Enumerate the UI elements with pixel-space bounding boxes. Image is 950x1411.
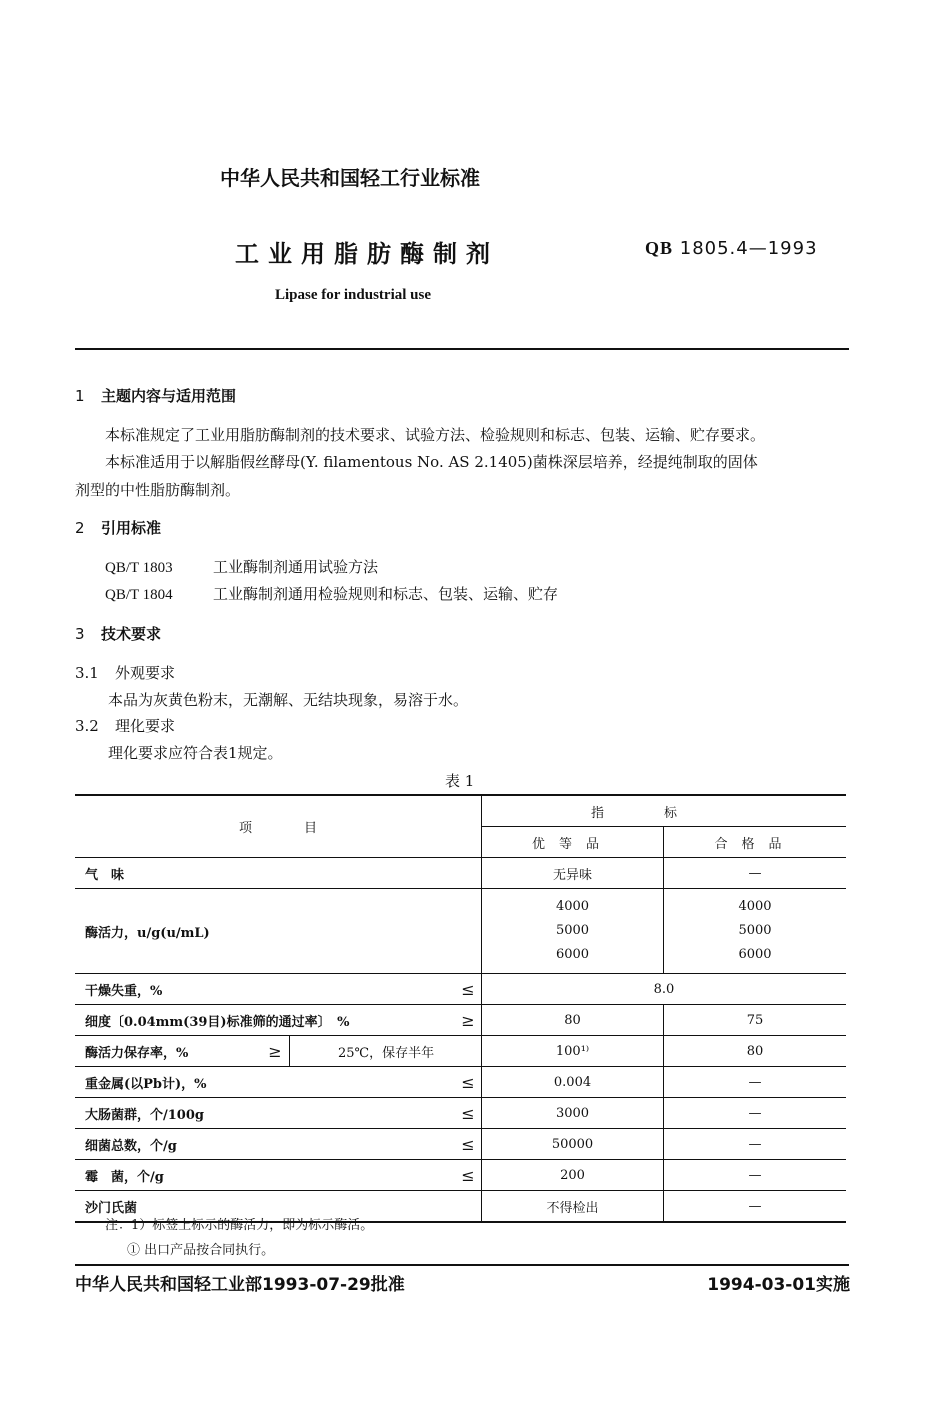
- section-1-paragraph-2: 本标准适用于以解脂假丝酵母(Y. filamentous No. AS 2.1405)菌株深层培养，经提纯制取的固体: [105, 453, 758, 471]
- reference-name: 工业酶制剂通用检验规则和标志、包装、运输、贮存: [213, 585, 559, 603]
- english-title: Lipase for industrial use: [275, 287, 431, 303]
- header-item: 项 目: [75, 795, 482, 858]
- subsection-3-1-text: 本品为灰黄色粉末，无潮解、无结块现象，易溶于水。: [108, 691, 469, 709]
- table-row: [75, 1160, 846, 1191]
- header-grade-a: 优等品: [482, 827, 664, 858]
- grade-a-value: 100¹⁾: [482, 1036, 664, 1067]
- comparison-symbol: ≤: [461, 1072, 475, 1092]
- table-row: [75, 1067, 846, 1098]
- grade-a-value: 0.004: [482, 1067, 664, 1098]
- grade-b-value: 4000: [738, 899, 772, 914]
- grade-a-value: 不得检出: [482, 1191, 664, 1223]
- header-divider: [75, 348, 849, 350]
- section-number: 2: [75, 519, 85, 537]
- merged-value: 8.0: [482, 974, 847, 1005]
- header-grade-b: 合格品: [664, 827, 847, 858]
- grade-b-value: 6000: [738, 947, 772, 962]
- comparison-symbol: ≤: [461, 1165, 475, 1185]
- comparison-symbol: ≤: [461, 1134, 475, 1154]
- grade-b-value: —: [664, 1129, 847, 1160]
- header-index: 指标: [482, 795, 847, 827]
- reference-item: [105, 583, 558, 604]
- grade-a-values: [482, 889, 664, 974]
- comparison-symbol: ≤: [461, 979, 475, 999]
- section-1-heading: [75, 385, 236, 406]
- row-label: 酶活力保存率，%: [85, 1045, 189, 1061]
- comparison-symbol: ≥: [261, 1036, 290, 1066]
- table-row: [75, 1036, 846, 1067]
- section-number: 1: [75, 387, 85, 405]
- row-label: 沙门氏菌: [85, 1200, 138, 1216]
- row-label: 干燥失重，%: [85, 983, 163, 999]
- table-row: [75, 974, 846, 1005]
- subsection-number: 3.2: [75, 717, 99, 735]
- section-title: 引用标准: [101, 519, 162, 537]
- grade-b-value: 80: [664, 1036, 847, 1067]
- section-3-heading: [75, 623, 161, 644]
- standard-code: [645, 238, 818, 259]
- reference-code: QB/T 1803: [105, 560, 173, 576]
- subsection-3-1-heading: [75, 662, 175, 683]
- reference-name: 工业酶制剂通用试验方法: [213, 558, 379, 576]
- grade-b-value: —: [664, 1098, 847, 1129]
- subsection-3-2-heading: [75, 715, 175, 736]
- grade-b-value: —: [664, 858, 847, 889]
- comparison-symbol: ≤: [461, 1103, 475, 1123]
- grade-a-value: 6000: [555, 947, 590, 962]
- table-row: [75, 1005, 846, 1036]
- subsection-title: 理化要求: [115, 717, 176, 735]
- grade-a-value: 4000: [555, 899, 590, 914]
- document-title: 工业用脂肪酶制剂: [235, 240, 499, 268]
- grade-a-value: 50000: [482, 1129, 664, 1160]
- row-label: 大肠菌群，个/100g: [85, 1107, 204, 1123]
- table-note-2: ① 出口产品按合同执行。: [127, 1243, 275, 1258]
- reference-code: QB/T 1804: [105, 587, 173, 603]
- subsection-3-2-text: 理化要求应符合表1规定。: [108, 744, 283, 762]
- approval-line: 中华人民共和国轻工业部1993-07-29批准: [75, 1275, 405, 1295]
- row-label: 霉 菌，个/g: [85, 1169, 164, 1185]
- grade-b-values: [664, 889, 847, 974]
- section-2-heading: [75, 517, 161, 538]
- row-label: 细度〔0.04mm(39目)标准筛的通过率〕 %: [85, 1014, 350, 1030]
- requirements-table: [75, 794, 846, 1223]
- grade-b-value: —: [664, 1191, 847, 1223]
- row-label: 酶活力，u/g(u/mL): [85, 925, 210, 941]
- subsection-number: 3.1: [75, 664, 99, 682]
- section-title: 主题内容与适用范围: [101, 387, 237, 405]
- table-row: [75, 1129, 846, 1160]
- code-prefix: QB: [645, 238, 674, 258]
- section-1-paragraph-2-cont: 剂型的中性脂肪酶制剂。: [75, 481, 241, 499]
- grade-b-value: 75: [664, 1005, 847, 1036]
- row-label: 细菌总数，个/g: [85, 1138, 177, 1154]
- footer-divider: [75, 1264, 849, 1266]
- grade-a-value: 无异味: [482, 858, 664, 889]
- code-number: 1805.4—1993: [679, 238, 818, 259]
- test-condition: 25℃，保存半年: [338, 1045, 435, 1061]
- grade-a-value: 80: [482, 1005, 664, 1036]
- implementation-date: 1994-03-01实施: [707, 1275, 850, 1295]
- section-number: 3: [75, 625, 85, 643]
- grade-a-value: 3000: [482, 1098, 664, 1129]
- table-row: [75, 858, 846, 889]
- grade-b-value: 5000: [738, 923, 772, 938]
- grade-b-value: —: [664, 1160, 847, 1191]
- grade-a-value: 200: [482, 1160, 664, 1191]
- table-row: [75, 1098, 846, 1129]
- row-label: 重金属(以Pb计)，%: [85, 1076, 207, 1092]
- reference-item: [105, 556, 378, 577]
- section-title: 技术要求: [101, 625, 162, 643]
- section-1-paragraph-1: 本标准规定了工业用脂肪酶制剂的技术要求、试验方法、检验规则和标志、包装、运输、贮存要求。: [105, 426, 766, 444]
- comparison-symbol: ≥: [461, 1010, 475, 1030]
- table-note-1: 注：1）标签上标示的酶活力，即为标示酶活。: [105, 1218, 374, 1233]
- grade-b-value: —: [664, 1067, 847, 1098]
- table-row: [75, 889, 846, 974]
- grade-a-value: 5000: [555, 923, 590, 938]
- issuing-body: 中华人民共和国轻工行业标准: [220, 166, 480, 190]
- table-caption: 表 1: [445, 772, 475, 790]
- subsection-title: 外观要求: [115, 664, 176, 682]
- row-label: 气 味: [85, 867, 125, 883]
